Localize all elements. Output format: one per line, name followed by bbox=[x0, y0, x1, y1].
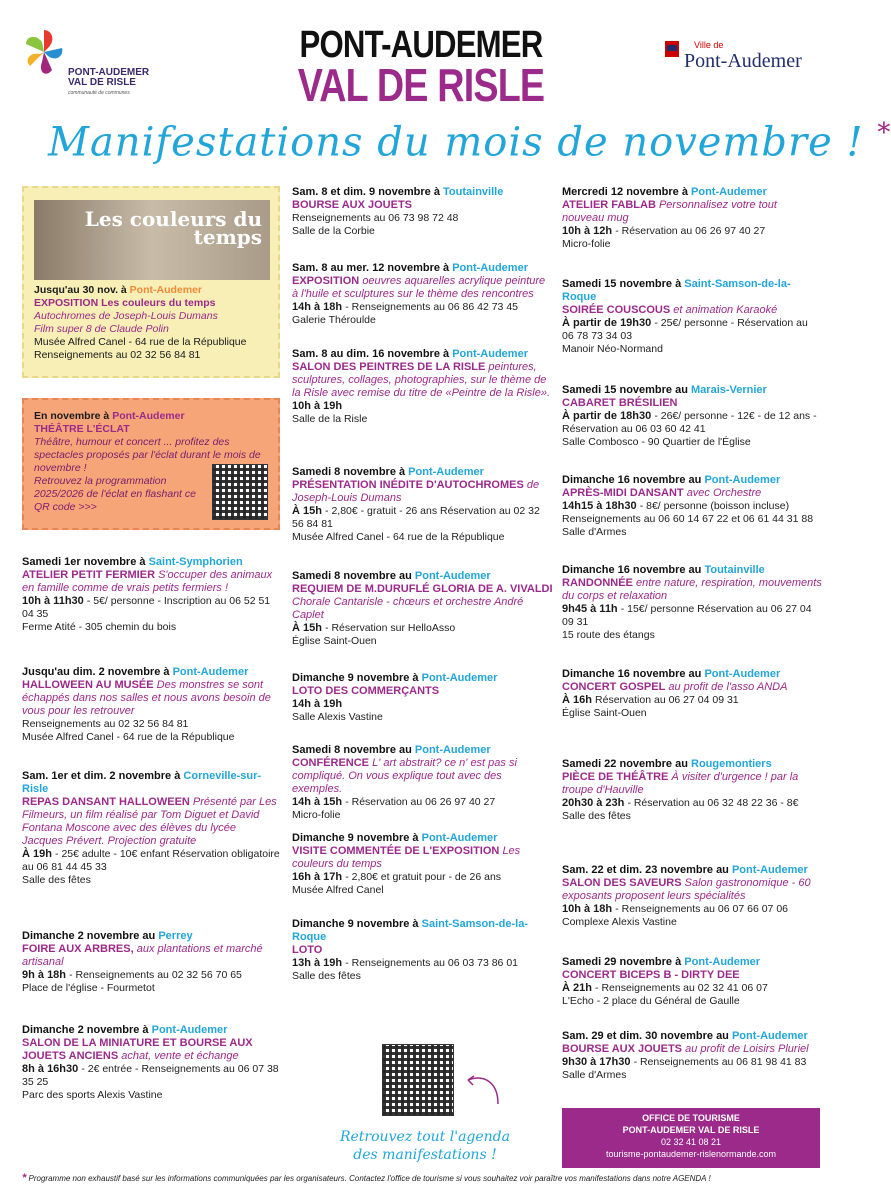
event-time: À 15h bbox=[292, 622, 322, 634]
event-place: Marais-Vernier bbox=[691, 384, 767, 396]
event-title: SALON DES PEINTRES DE LA RISLE bbox=[292, 361, 486, 373]
event-date: Dimanche 2 novembre à bbox=[22, 1024, 149, 1036]
event-desc: Salon gastronomique - 60 exposants proposent leurs spécialités bbox=[562, 877, 811, 902]
event-place: Toutainville bbox=[704, 564, 765, 576]
event-time: 14h à 19h bbox=[292, 698, 343, 710]
event-desc: de Joseph-Louis Dumans bbox=[292, 479, 540, 504]
event-time: 10h à 12h bbox=[562, 225, 613, 237]
event-item bbox=[292, 570, 554, 648]
expo-desc1: Autochromes de Joseph-Louis Dumans bbox=[34, 310, 218, 322]
event-date: Sam. 8 au mer. 12 novembre à bbox=[292, 262, 450, 274]
event-place: Saint-Samson-de-la-Roque bbox=[562, 278, 791, 303]
event-item bbox=[562, 384, 822, 449]
event-location: Manoir Néo-Normand bbox=[562, 343, 663, 355]
event-info: - 2,80€ - gratuit - 26 ans Réservation au 02 32 56 84 81 bbox=[292, 505, 540, 530]
expo-image-text: Les couleurs du temps bbox=[84, 207, 262, 249]
title-line1: PONT-AUDEMER bbox=[299, 24, 543, 66]
event-title: ATELIER FABLAB bbox=[562, 199, 656, 211]
event-location: Église Saint-Ouen bbox=[292, 635, 377, 647]
event-date: Samedi 29 novembre à bbox=[562, 956, 682, 968]
event-info: - Renseignements au 02 32 56 70 65 bbox=[69, 969, 242, 981]
coat-of-arms-icon bbox=[664, 40, 680, 58]
event-title: BOURSE AUX JOUETS bbox=[562, 1043, 683, 1055]
event-item bbox=[292, 348, 554, 426]
event-place: Pont-Audemer bbox=[421, 832, 498, 844]
event-place: Pont-Audemer bbox=[731, 1030, 808, 1042]
event-place: Pont-Audemer bbox=[151, 1024, 228, 1036]
event-date: Jusqu'au dim. 2 novembre à bbox=[22, 666, 170, 678]
event-date: Dimanche 2 novembre au bbox=[22, 930, 156, 942]
event-info: - Réservation sur HelloAsso bbox=[325, 622, 456, 634]
event-item bbox=[562, 864, 822, 929]
event-title: REPAS DANSANT HALLOWEEN bbox=[22, 796, 190, 808]
event-desc: oeuvres aquarelles acrylique peinture à l'huile et sculptures sur le thème des rencontres bbox=[292, 275, 546, 300]
event-time: 9h à 18h bbox=[22, 969, 67, 981]
event-time: 14h à 18h bbox=[292, 301, 343, 313]
event-info: - 25€ adulte - 10€ enfant Réservation obligatoire au 06 81 44 45 33 bbox=[22, 848, 280, 873]
event-location: Salle d'Armes bbox=[562, 526, 627, 538]
event-date: Dimanche 9 novembre à bbox=[292, 832, 419, 844]
event-date: Samedi 15 novembre au bbox=[562, 384, 688, 396]
event-item bbox=[22, 556, 280, 634]
event-location: Salle Alexis Vastine bbox=[292, 711, 383, 723]
event-place: Pont-Audemer bbox=[684, 956, 761, 968]
event-date: Mercredi 12 novembre à bbox=[562, 186, 688, 198]
event-title: FOIRE AUX ARBRES, bbox=[22, 943, 134, 955]
expo-info2: Renseignements au 02 32 56 84 81 bbox=[34, 349, 201, 361]
event-date: Samedi 22 novembre au bbox=[562, 758, 688, 770]
office-url[interactable]: tourisme-pontaudemer-rislenormande.com bbox=[605, 1149, 777, 1159]
event-place: Pont-Audemer bbox=[408, 466, 484, 478]
event-place: Pont-Audemer bbox=[414, 744, 491, 756]
event-date: Sam. 29 et dim. 30 novembre au bbox=[562, 1030, 729, 1042]
event-item bbox=[562, 1030, 822, 1082]
office-phone: 02 32 41 08 21 bbox=[660, 1137, 722, 1147]
event-title: SOIRÉE COUSCOUS bbox=[562, 304, 671, 316]
event-time: À partir de 19h30 bbox=[562, 317, 652, 329]
event-item bbox=[562, 956, 822, 1008]
expo-title: EXPOSITION Les couleurs du temps bbox=[34, 297, 216, 309]
event-date: Samedi 8 novembre à bbox=[292, 466, 406, 478]
expo-info1: Musée Alfred Canel - 64 rue de la République bbox=[34, 336, 247, 348]
event-location: Musée Alfred Canel - 64 rue de la République bbox=[292, 531, 505, 543]
event-desc: S'occuper des animaux en famille comme de vrais petits fermiers ! bbox=[22, 569, 273, 594]
event-title: SALON DES SAVEURS bbox=[562, 877, 682, 889]
event-desc: Des monstres se sont échappés dans nos salles et nous avons besoin de vous pour les retrouver bbox=[22, 679, 271, 717]
eclat-prog: Retrouvez la programmation 2025/2026 de l'éclat en flashant ce QR code >>> bbox=[34, 475, 196, 513]
event-item bbox=[292, 832, 554, 897]
event-location: Parc des sports Alexis Vastine bbox=[22, 1089, 163, 1101]
event-item bbox=[562, 186, 822, 251]
event-time: 13h à 19h bbox=[292, 957, 343, 969]
event-info: Renseignements au 02 32 56 84 81 bbox=[22, 718, 189, 730]
event-title: LOTO DES COMMERÇANTS bbox=[292, 685, 440, 697]
event-location: Complexe Alexis Vastine bbox=[562, 916, 677, 928]
event-item bbox=[562, 564, 822, 642]
event-time: 10h à 18h bbox=[562, 903, 613, 915]
event-location: Salle de la Risle bbox=[292, 413, 368, 425]
event-title: PIÈCE DE THÉÂTRE bbox=[562, 771, 669, 783]
event-location: Micro-folie bbox=[562, 238, 611, 250]
event-date: Samedi 15 novembre à bbox=[562, 278, 682, 290]
event-location: Salle des fêtes bbox=[22, 874, 91, 886]
event-item bbox=[292, 262, 554, 327]
event-item bbox=[22, 770, 280, 887]
logo-right-name: Pont-Audemer bbox=[684, 50, 802, 72]
logo-community bbox=[22, 26, 152, 106]
event-title: HALLOWEEN AU MUSÉE bbox=[22, 679, 154, 691]
event-place: Pont-Audemer bbox=[421, 672, 498, 684]
event-time: À 21h bbox=[562, 982, 592, 994]
event-info: - Réservation au 06 26 97 40 27 bbox=[345, 796, 496, 808]
event-info: - Renseignements au 02 32 41 06 07 bbox=[595, 982, 768, 994]
event-info: - Renseignements au 06 81 98 41 83 bbox=[633, 1056, 807, 1068]
eclat-qr-code[interactable] bbox=[212, 464, 268, 520]
event-desc: au profit de l'asso ANDA bbox=[668, 681, 788, 693]
event-title: CONCERT GOSPEL bbox=[562, 681, 666, 693]
event-time: 14h à 15h bbox=[292, 796, 343, 808]
event-title: REQUIEM DE M.DURUFLÉ GLORIA DE A. VIVALDI bbox=[292, 583, 553, 595]
event-location: Musée Alfred Canel - 64 rue de la République bbox=[22, 731, 235, 743]
eclat-title: THÉÂTRE L'ÉCLAT bbox=[34, 423, 130, 435]
event-desc: et animation Karaoké bbox=[673, 304, 778, 316]
event-place: Pont-Audemer bbox=[452, 348, 528, 360]
event-time: 10h à 11h30 bbox=[22, 595, 84, 607]
event-location: Ferme Atité - 305 chemin du bois bbox=[22, 621, 177, 633]
event-title: APRÈS-MIDI DANSANT bbox=[562, 487, 684, 499]
event-date: Dimanche 9 novembre à bbox=[292, 918, 419, 930]
event-date: Dimanche 9 novembre à bbox=[292, 672, 419, 684]
event-place: Pont-Audemer bbox=[704, 474, 781, 486]
event-desc: entre nature, respiration, mouvements du corps et relaxation bbox=[562, 577, 822, 602]
event-place: Corneville-sur-Risle bbox=[22, 770, 262, 795]
office-line1: OFFICE DE TOURISME bbox=[642, 1113, 740, 1123]
eclat-box bbox=[22, 398, 280, 530]
title-line2: VAL DE RISLE bbox=[297, 59, 545, 111]
event-date: Sam. 22 et dim. 23 novembre au bbox=[562, 864, 729, 876]
event-title: VISITE COMMENTÉE DE L'EXPOSITION bbox=[292, 845, 500, 857]
event-item bbox=[22, 1024, 280, 1102]
logo-ville bbox=[664, 40, 824, 72]
event-time: À 16h bbox=[562, 694, 592, 706]
event-item bbox=[292, 744, 554, 822]
eclat-place: Pont-Audemer bbox=[112, 410, 185, 422]
event-place: Pont-Audemer bbox=[414, 570, 491, 582]
event-title: CABARET BRÉSILIEN bbox=[562, 397, 678, 409]
event-info: - 5€/ personne - Inscription au 06 52 51 04 35 bbox=[22, 595, 271, 620]
event-time: 16h à 17h bbox=[292, 871, 343, 883]
event-info: - Renseignements au 06 07 66 07 06 bbox=[615, 903, 788, 915]
banner-star: * bbox=[877, 118, 891, 148]
event-info: - 15€/ personne Réservation au 06 27 04 09 31 bbox=[562, 603, 812, 628]
event-place: Pont-Audemer bbox=[172, 666, 249, 678]
event-time: 20h30 à 23h bbox=[562, 797, 625, 809]
event-desc: Présenté par Les Filmeurs, un film réalisé par Tom Diguet et David Fontana Moscone avec des élèves du lycée Jacques Prévert. Projection gratuite bbox=[22, 796, 277, 847]
event-date: Sam. 8 au dim. 16 novembre à bbox=[292, 348, 450, 360]
event-title: BOURSE AUX JOUETS bbox=[292, 199, 413, 211]
footer-note bbox=[22, 1172, 822, 1184]
event-info: - 8€/ personne (boisson incluse) Renseignements au 06 60 14 67 22 et 06 61 44 31 88 bbox=[562, 500, 814, 525]
event-place: Rougemontiers bbox=[691, 758, 772, 770]
event-title: LOTO bbox=[292, 944, 323, 956]
event-time: À 15h bbox=[292, 505, 322, 517]
event-time: 9h30 à 17h30 bbox=[562, 1056, 631, 1068]
eclat-desc: Théâtre, humour et concert ... profitez des spectacles proposés par l'éclat durant le mois de novembre ! bbox=[34, 436, 261, 474]
tourist-office-box bbox=[562, 1108, 820, 1168]
event-item bbox=[562, 668, 822, 720]
event-place: Pont-Audemer bbox=[704, 668, 781, 680]
event-info: - 26€/ personne - 12€ - de 12 ans - Réservation au 06 03 60 42 41 bbox=[562, 410, 817, 435]
event-desc: aux plantations et marché artisanal bbox=[22, 943, 263, 968]
event-location: Salle d'Armes bbox=[562, 1069, 627, 1081]
event-info: - Réservation au 06 26 97 40 27 bbox=[615, 225, 766, 237]
event-location: Salle de la Corbie bbox=[292, 225, 375, 237]
event-desc: achat, vente et échange bbox=[121, 1050, 239, 1062]
flower-logo-icon bbox=[22, 26, 66, 88]
event-info: Réservation au 06 27 04 09 31 bbox=[595, 694, 739, 706]
event-place: Toutainville bbox=[443, 186, 504, 198]
event-desc: peintures, sculptures, collages, photographies, sur le thème de la Risle avec remise du titre de «Peintre de la Risle». bbox=[292, 361, 551, 399]
logo-left-name: PONT-AUDEMER VAL DE RISLE bbox=[68, 67, 150, 88]
event-desc: au profit de Loisirs Pluriel bbox=[685, 1043, 809, 1055]
event-title: EXPOSITION bbox=[292, 275, 360, 287]
agenda-text: Retrouvez tout l'agenda des manifestations ! bbox=[339, 1129, 510, 1163]
event-title: CONFÉRENCE bbox=[292, 757, 370, 769]
event-info: Renseignements au 06 73 98 72 48 bbox=[292, 212, 459, 224]
event-location: Musée Alfred Canel bbox=[292, 884, 384, 896]
event-time: 9h45 à 11h bbox=[562, 603, 618, 615]
expo-desc2: Film super 8 de Claude Polin bbox=[34, 323, 169, 335]
event-date: Dimanche 16 novembre au bbox=[562, 474, 702, 486]
logo-left-sub: communauté de communes bbox=[68, 90, 130, 96]
event-title: CONCERT BICEPS B - DIRTY DEE bbox=[562, 969, 740, 981]
event-time: 8h à 16h30 bbox=[22, 1063, 79, 1075]
event-place: Perrey bbox=[158, 930, 193, 942]
event-location: L'Echo - 2 place du Général de Gaulle bbox=[562, 995, 740, 1007]
event-location: Salle des fêtes bbox=[562, 810, 631, 822]
event-time: À partir de 18h30 bbox=[562, 410, 652, 422]
event-desc: Les couleurs du temps bbox=[292, 845, 521, 870]
banner-text: Manifestations du mois de novembre ! bbox=[48, 119, 864, 166]
event-location: Église Saint-Ouen bbox=[562, 707, 647, 719]
event-location: 15 route des étangs bbox=[562, 629, 655, 641]
event-title: RANDONNÉE bbox=[562, 577, 633, 589]
agenda-qr-code[interactable] bbox=[382, 1044, 454, 1116]
event-time: À 19h bbox=[22, 848, 52, 860]
event-place: Pont-Audemer bbox=[731, 864, 808, 876]
event-time: 10h à 19h bbox=[292, 400, 343, 412]
eclat-date: En novembre à bbox=[34, 410, 110, 422]
event-title: ATELIER PETIT FERMIER bbox=[22, 569, 156, 581]
logo-right-ville: Ville de bbox=[694, 40, 724, 50]
event-desc: avec Orchestre bbox=[686, 487, 762, 499]
event-item bbox=[292, 918, 554, 983]
footer-star: * bbox=[22, 1172, 27, 1184]
event-location: Salle Combosco - 90 Quartier de l'Église bbox=[562, 436, 751, 448]
event-title: PRÉSENTATION INÉDITE D'AUTOCHROMES bbox=[292, 479, 524, 491]
event-info: - 2€ entrée - Renseignements au 06 07 38 35 25 bbox=[22, 1063, 279, 1088]
event-date: Samedi 8 novembre au bbox=[292, 744, 412, 756]
expo-image bbox=[34, 200, 270, 280]
event-info: - 25€/ personne - Réservation au 06 78 73 34 03 bbox=[562, 317, 808, 342]
event-place: Pont-Audemer bbox=[452, 262, 528, 274]
event-info: - Renseignements au 06 86 42 73 45 bbox=[345, 301, 518, 313]
event-date: Samedi 8 novembre au bbox=[292, 570, 412, 582]
expo-date: Jusqu'au 30 nov. à bbox=[34, 284, 127, 296]
expo-place: Pont-Audemer bbox=[129, 284, 203, 296]
event-desc: Personnalisez votre tout nouveau mug bbox=[562, 199, 777, 224]
event-location: Place de l'église - Fourmetot bbox=[22, 982, 155, 994]
event-location: Galerie Théroulde bbox=[292, 314, 376, 326]
event-date: Samedi 1er novembre à bbox=[22, 556, 146, 568]
event-place: Saint-Symphorien bbox=[148, 556, 243, 568]
event-location: Salle des fêtes bbox=[292, 970, 361, 982]
event-item bbox=[292, 186, 554, 238]
event-date: Dimanche 16 novembre au bbox=[562, 668, 702, 680]
event-info: - Renseignements au 06 03 73 86 01 bbox=[345, 957, 518, 969]
event-desc: Chorale Cantarisle - chœurs et orchestre André Caplet bbox=[292, 596, 524, 621]
curved-arrow-icon bbox=[462, 1068, 502, 1108]
event-date: Sam. 1er et dim. 2 novembre à bbox=[22, 770, 181, 782]
event-item bbox=[22, 666, 280, 744]
banner-title bbox=[48, 118, 891, 166]
event-date: Dimanche 16 novembre au bbox=[562, 564, 702, 576]
office-line2: PONT-AUDEMER VAL DE RISLE bbox=[622, 1125, 760, 1135]
event-item bbox=[562, 758, 822, 823]
event-item bbox=[292, 466, 554, 544]
expo-box bbox=[22, 186, 280, 378]
event-info: - Réservation au 06 32 48 22 36 - 8€ bbox=[627, 797, 799, 809]
event-desc: À visiter d'urgence ! par la troupe d'Hauville bbox=[562, 771, 799, 796]
event-item bbox=[292, 672, 554, 724]
event-place: Saint-Samson-de-la-Roque bbox=[292, 918, 528, 943]
event-place: Pont-Audemer bbox=[691, 186, 767, 198]
event-item bbox=[22, 930, 280, 995]
event-time: 14h15 à 18h30 bbox=[562, 500, 637, 512]
event-info: - 2,80€ et gratuit pour - de 26 ans bbox=[345, 871, 502, 883]
event-item bbox=[562, 474, 822, 539]
event-item bbox=[562, 278, 822, 356]
event-date: Sam. 8 et dim. 9 novembre à bbox=[292, 186, 440, 198]
event-location: Micro-folie bbox=[292, 809, 341, 821]
footer-text: Programme non exhaustif basé sur les informations communiquées par les organisateurs. Contactez l'office de tourisme si vous souhaitez voir paraître vos manifestations dans notre AGENDA ! bbox=[28, 1174, 711, 1183]
page-title bbox=[250, 24, 592, 111]
event-desc: L' art abstrait? ce n' est pas si compliqué. On vous explique tout avec des exemples. bbox=[292, 757, 517, 795]
event-title: SALON DE LA MINIATURE ET BOURSE AUX JOUETS ANCIENS bbox=[22, 1037, 253, 1062]
